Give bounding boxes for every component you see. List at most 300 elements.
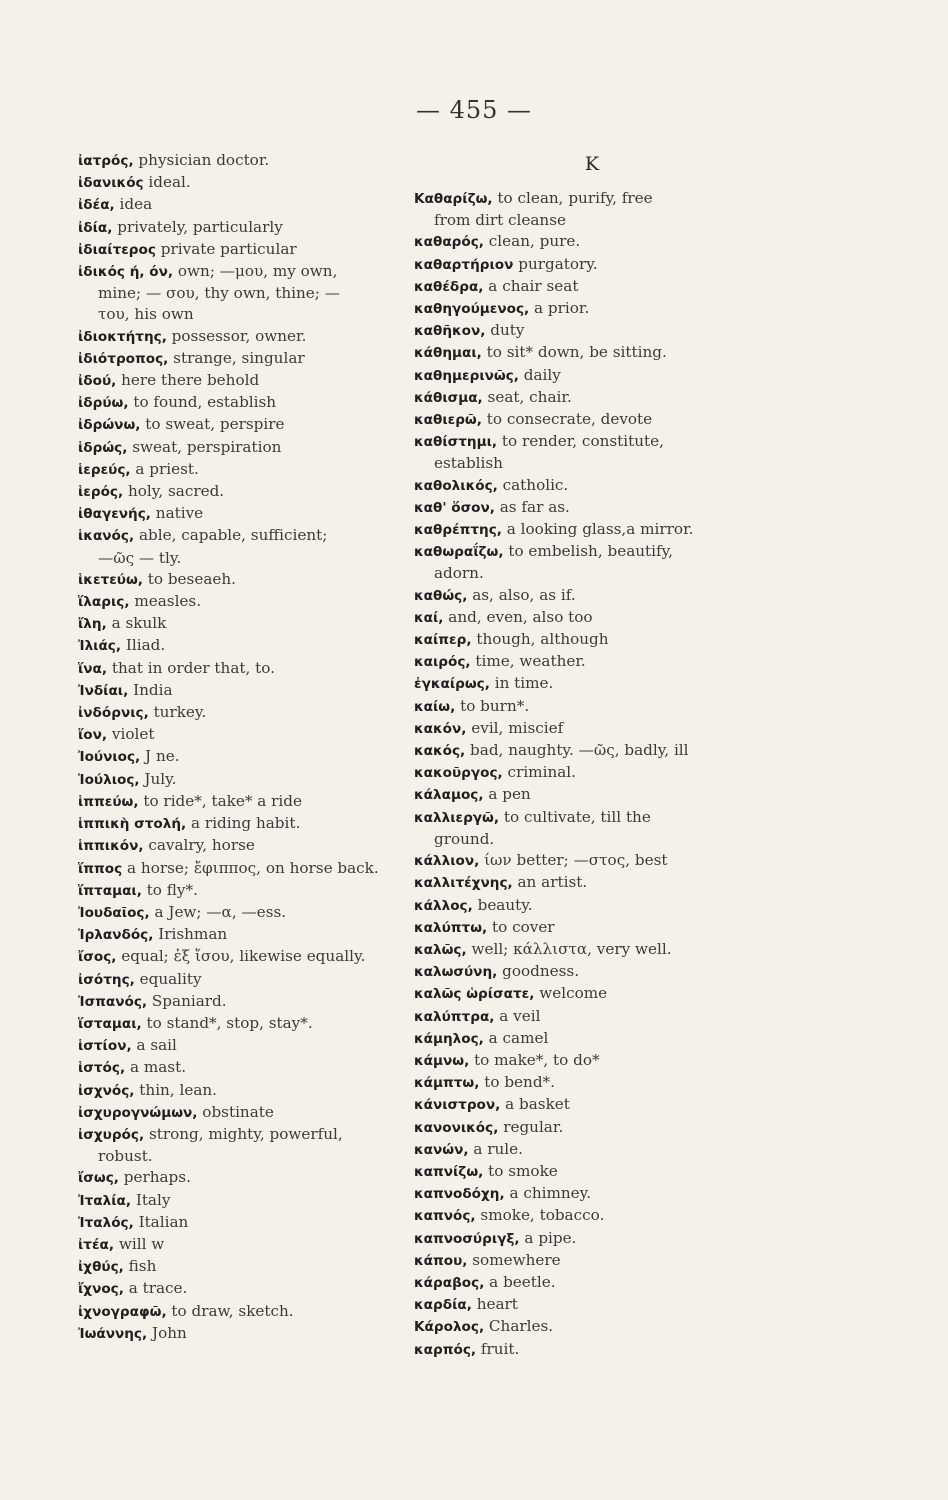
greek-headword: ἴχνος, (78, 1281, 124, 1298)
greek-headword: ἱππεύω, (78, 793, 139, 810)
english-definition: a riding habit. (186, 814, 301, 833)
english-definition: bad, naughty. —ῶς, badly, ill (465, 741, 689, 760)
dictionary-entry (414, 475, 770, 497)
dictionary-entry (414, 718, 770, 740)
dictionary-entry (414, 807, 770, 829)
right-column-entries (414, 188, 770, 1361)
dictionary-entry (78, 1124, 408, 1146)
english-definition: July. (139, 769, 177, 788)
english-definition: a priest. (130, 459, 199, 478)
greek-headword: καθιερῶ, (414, 412, 482, 429)
english-definition: in time. (489, 674, 554, 693)
greek-headword: κακοῦργος, (414, 765, 503, 782)
dictionary-entry (414, 1139, 770, 1161)
greek-headword: ἱδρώς, (78, 439, 128, 456)
english-definition: Italian (133, 1212, 189, 1231)
dictionary-entry (78, 1234, 408, 1256)
english-definition: Irishman (153, 925, 228, 944)
greek-headword: Ἰταλός, (78, 1214, 134, 1231)
english-definition: to ride*, take* a ride (138, 791, 302, 810)
english-definition: to render, constitute, (497, 432, 664, 451)
dictionary-entry (78, 194, 408, 216)
dictionary-entry (78, 635, 408, 657)
english-definition: ground. (434, 829, 495, 848)
dictionary-entry (78, 946, 408, 968)
left-column (78, 150, 408, 1345)
dictionary-entry (78, 481, 408, 503)
english-definition: idea (114, 195, 153, 214)
english-definition: Charles. (484, 1317, 554, 1336)
greek-headword: καπνοσύριγξ, (414, 1230, 520, 1247)
dictionary-entry (414, 607, 770, 629)
english-definition: a mast. (125, 1058, 187, 1077)
greek-headword: ἰδρύω, (78, 395, 129, 412)
english-definition: India (128, 680, 173, 699)
dictionary-entry (414, 696, 770, 718)
english-definition: privately, particularly (112, 217, 283, 236)
greek-headword: καλῶς, (414, 941, 467, 958)
english-definition: smoke, tobacco. (475, 1206, 605, 1225)
english-definition: a chair seat (483, 276, 579, 295)
english-definition: a looking glass,a mirror. (501, 520, 694, 539)
english-definition: obstinate (197, 1102, 274, 1121)
greek-headword: καθολικός, (414, 477, 498, 494)
greek-headword: καθρέπτης, (414, 522, 502, 539)
dictionary-entry (78, 813, 408, 835)
greek-headword: κάραβος, (414, 1274, 485, 1291)
dictionary-entry (78, 680, 408, 702)
greek-headword: καθημερινῶς, (414, 367, 519, 384)
english-definition: measles. (129, 592, 202, 611)
dictionary-entry (414, 585, 770, 607)
greek-headword: καλύπτρα, (414, 1008, 495, 1025)
english-definition: holy, sacred. (123, 482, 225, 501)
greek-headword: καπνίζω, (414, 1163, 484, 1180)
english-definition: private particular (155, 239, 297, 258)
greek-headword: ἰτέα, (78, 1236, 115, 1253)
dictionary-entry (78, 503, 408, 525)
english-definition: catholic. (497, 475, 569, 494)
english-definition: well; κάλλιστα, very well. (466, 939, 672, 958)
greek-headword: ἱστίον, (78, 1038, 132, 1055)
dictionary-entry (414, 431, 770, 453)
dictionary-entry-continuation (78, 304, 408, 325)
english-definition: to draw, sketch. (166, 1301, 294, 1320)
dictionary-entry (78, 525, 408, 547)
greek-headword: καθῆκον, (414, 323, 486, 340)
dictionary-entry-continuation (78, 548, 408, 569)
english-definition: ideal. (143, 173, 191, 192)
english-definition: clean, pure. (483, 232, 581, 251)
greek-headword: κανονικός, (414, 1119, 499, 1136)
greek-headword: ἵλαρις, (78, 594, 130, 611)
greek-headword: κάλλος, (414, 897, 473, 914)
greek-headword: Ἰούλιος, (78, 771, 140, 788)
english-definition: a beetle. (484, 1272, 556, 1291)
dictionary-entry (78, 414, 408, 436)
english-definition: strong, mighty, powerful, (144, 1124, 343, 1143)
dictionary-entry (414, 1272, 770, 1294)
english-definition: to burn*. (455, 696, 530, 715)
greek-headword: ἴλη, (78, 616, 107, 633)
english-definition: a skulk (106, 614, 167, 633)
english-definition: welcome (534, 984, 608, 1003)
english-definition: to make*, to do* (469, 1050, 600, 1069)
english-definition: a pen (483, 785, 531, 804)
greek-headword: ἰδρώνω, (78, 417, 141, 434)
english-definition: a basket (500, 1095, 570, 1114)
dictionary-entry (78, 858, 408, 880)
greek-headword: ἰατρός, (78, 153, 134, 169)
english-definition: robust. (98, 1147, 153, 1166)
english-definition: a rule. (468, 1139, 523, 1158)
dictionary-entry (78, 1212, 408, 1234)
dictionary-entry (78, 969, 408, 991)
dictionary-entry (78, 880, 408, 902)
english-definition: native (150, 504, 204, 523)
greek-headword: ἰδέα, (78, 197, 115, 214)
english-definition: here there behold (116, 371, 260, 390)
greek-headword: ἐγκαίρως, (414, 676, 490, 693)
greek-headword: καθ' ὅσον, (414, 499, 495, 516)
english-definition: as far as. (494, 497, 570, 516)
greek-headword: ἰσότης, (78, 971, 135, 988)
english-definition: beauty. (472, 895, 533, 914)
english-definition: possessor, owner. (166, 326, 307, 345)
greek-headword: κάλαμος, (414, 787, 484, 804)
greek-headword: κανών, (414, 1141, 469, 1158)
dictionary-entry (78, 217, 408, 239)
greek-headword: καπνοδόχη, (414, 1186, 505, 1203)
greek-headword: καλλιεργῶ, (414, 809, 500, 826)
dictionary-entry (414, 1228, 770, 1250)
english-definition: an artist. (512, 873, 588, 892)
greek-headword: κακός, (414, 743, 466, 760)
right-column (414, 150, 770, 1361)
dictionary-entry (414, 961, 770, 983)
dictionary-entry (78, 437, 408, 459)
english-definition: Iliad. (121, 636, 166, 655)
dictionary-entry (414, 850, 770, 872)
dictionary-entry (414, 231, 770, 253)
english-definition: violet (107, 725, 155, 744)
dictionary-entry (414, 1294, 770, 1316)
dictionary-entry (414, 1006, 770, 1028)
dictionary-entry (78, 613, 408, 635)
greek-headword: ἰδού, (78, 373, 117, 390)
dictionary-entry (414, 320, 770, 342)
greek-headword: καλωσύνη, (414, 964, 498, 981)
dictionary-entry (414, 387, 770, 409)
greek-headword: Κάρολος, (414, 1319, 485, 1336)
dictionary-entry (78, 1167, 408, 1189)
english-definition: to clean, purify, free (492, 189, 653, 207)
dictionary-entry (78, 348, 408, 370)
dictionary-entry (414, 1250, 770, 1272)
english-definition: to found, establish (128, 393, 277, 412)
english-definition: fruit. (476, 1339, 520, 1358)
greek-headword: ἰδιαίτερος (78, 241, 156, 258)
greek-headword: καπνός, (414, 1208, 476, 1225)
dictionary-entry (78, 1057, 408, 1079)
dictionary-entry (414, 1316, 770, 1338)
greek-headword: ἵσταμαι, (78, 1015, 142, 1032)
english-definition: to embelish, beautify, (503, 542, 673, 561)
dictionary-entry (414, 895, 770, 917)
greek-headword: κάνιστρον, (414, 1097, 501, 1114)
english-definition: to smoke (483, 1161, 558, 1180)
greek-headword: καθαρτήριον (414, 256, 514, 273)
english-definition: a sail (131, 1036, 177, 1055)
english-definition: establish (434, 454, 503, 473)
english-definition: heart (471, 1295, 518, 1314)
english-definition: seat, chair. (482, 387, 572, 406)
greek-headword: καί, (414, 609, 444, 626)
dictionary-entry (78, 569, 408, 591)
greek-headword: ἰσχυρός, (78, 1126, 145, 1143)
english-definition: strange, singular (168, 348, 305, 367)
dictionary-entry (414, 740, 770, 762)
english-definition: purgatory. (513, 254, 598, 273)
english-definition: somewhere (467, 1250, 561, 1269)
greek-headword: καθηγούμενος, (414, 301, 530, 318)
dictionary-entry (78, 392, 408, 414)
dictionary-entry (78, 326, 408, 348)
dictionary-entry (414, 276, 770, 298)
greek-headword: Ἰουδαῖος, (78, 904, 150, 921)
greek-headword: κάθημαι, (414, 345, 482, 362)
greek-headword: Ἰλιάς, (78, 638, 122, 655)
greek-headword: καίπερ, (414, 632, 472, 649)
dictionary-entry (78, 239, 408, 261)
dictionary-entry (78, 150, 408, 172)
greek-headword: καθωραΐζω, (414, 544, 504, 561)
greek-headword: κάμπτω, (414, 1075, 480, 1092)
english-definition: that in order that, to. (107, 658, 275, 677)
english-definition: able, capable, sufficient; (134, 526, 328, 545)
dictionary-entry (414, 188, 770, 210)
dictionary-entry (414, 1028, 770, 1050)
greek-headword: ἰδιότροπος, (78, 350, 169, 367)
greek-headword: ἰδικός ή, όν, (78, 264, 174, 281)
english-definition: perhaps. (118, 1168, 191, 1187)
english-definition: evil, miscief (466, 718, 564, 737)
greek-headword: ἰδία, (78, 219, 113, 236)
greek-headword: ἱερεύς, (78, 461, 131, 478)
greek-headword: ἰδιοκτήτης, (78, 328, 167, 345)
english-definition: a prior. (529, 299, 590, 318)
english-definition: though, although (471, 630, 609, 649)
english-definition: equal; ἐξ ἴσου, likewise equally. (116, 947, 366, 966)
greek-headword: ἱππικὴ στολή, (78, 816, 187, 833)
dictionary-entry (414, 1072, 770, 1094)
dictionary-entry (414, 762, 770, 784)
greek-headword: ἱκετεύω, (78, 571, 143, 588)
greek-headword: ἴσος, (78, 949, 117, 966)
dictionary-entry (78, 370, 408, 392)
dictionary-entry (414, 939, 770, 961)
english-definition: to cultivate, till the (499, 807, 651, 826)
greek-headword: ἰδανικός (78, 175, 144, 192)
dictionary-entry (414, 1183, 770, 1205)
greek-headword: καρπός, (414, 1341, 477, 1358)
dictionary-entry (414, 872, 770, 894)
greek-headword: καθώς, (414, 587, 468, 604)
greek-headword: κάθισμα, (414, 389, 483, 406)
greek-headword: ἱππικόν, (78, 838, 144, 855)
dictionary-entry (78, 991, 408, 1013)
greek-headword: ἱστός, (78, 1060, 126, 1077)
dictionary-entry (78, 1190, 408, 1212)
dictionary-entry (414, 541, 770, 563)
english-definition: to cover (487, 917, 555, 936)
dictionary-entry (78, 791, 408, 813)
english-definition: thin, lean. (134, 1080, 217, 1099)
english-definition: and, even, also too (443, 607, 593, 626)
dictionary-entry (78, 902, 408, 924)
dictionary-entry (78, 1278, 408, 1300)
english-definition: goodness. (497, 962, 580, 981)
dictionary-entry (78, 1301, 408, 1323)
dictionary-entry (414, 917, 770, 939)
dictionary-entry (414, 673, 770, 695)
greek-headword: καθέδρα, (414, 278, 484, 295)
dictionary-entry (78, 1035, 408, 1057)
greek-headword: ἵππος (78, 860, 123, 877)
greek-headword: κάλλιον, (414, 853, 480, 870)
greek-headword: ἰχθύς, (78, 1259, 124, 1276)
english-definition: own; —μου, my own, (173, 262, 338, 281)
dictionary-entry (78, 924, 408, 946)
greek-headword: Καθαρίζω, (414, 191, 493, 207)
dictionary-entry (414, 1094, 770, 1116)
dictionary-entry-continuation (414, 210, 770, 231)
dictionary-entry (414, 519, 770, 541)
greek-headword: Ἰσπανός, (78, 993, 148, 1010)
greek-headword: Ἰνδίαι, (78, 682, 129, 699)
dictionary-entry-continuation (78, 283, 408, 304)
dictionary-entry (78, 702, 408, 724)
greek-headword: καθαρός, (414, 234, 484, 251)
greek-headword: κακόν, (414, 720, 467, 737)
english-definition: —ῶς — tly. (98, 548, 182, 567)
english-definition: Italy (131, 1190, 171, 1209)
english-definition: του, his own (98, 305, 194, 324)
english-definition: a horse; ἔφιππος, on horse back. (122, 858, 379, 877)
dictionary-entry (78, 1102, 408, 1124)
english-definition: duty (485, 321, 525, 340)
greek-headword: ἴσως, (78, 1170, 119, 1187)
english-definition: physician doctor. (133, 151, 270, 169)
dictionary-entry (78, 172, 408, 194)
english-definition: to beseaeh. (142, 569, 236, 588)
dictionary-entry-continuation (414, 563, 770, 584)
english-definition: to sit* down, be sitting. (481, 343, 667, 362)
greek-headword: κάμηλος, (414, 1030, 484, 1047)
dictionary-entry (78, 261, 408, 283)
english-definition: to consecrate, devote (481, 410, 653, 429)
greek-headword: ἰσχνός, (78, 1082, 135, 1099)
dictionary-entry (414, 409, 770, 431)
dictionary-entry (414, 983, 770, 1005)
english-definition: from dirt cleanse (434, 211, 566, 230)
english-definition: turkey. (148, 703, 207, 722)
dictionary-entry (414, 1205, 770, 1227)
dictionary-entry (414, 1050, 770, 1072)
greek-headword: Ἰταλία, (78, 1192, 131, 1209)
english-definition: mine; — σου, thy own, thine; — (98, 284, 340, 303)
english-definition: criminal. (502, 763, 576, 782)
dictionary-entry (78, 1013, 408, 1035)
page-number: — 455 — (415, 96, 533, 124)
greek-headword: ἱερός, (78, 484, 124, 501)
english-definition: as, also, as if. (467, 585, 576, 604)
english-definition: a veil (494, 1006, 541, 1025)
english-definition: John (147, 1323, 187, 1342)
english-definition: a Jew; —α, —ess. (149, 902, 287, 921)
greek-headword: καλῶς ὡρίσατε, (414, 986, 535, 1003)
greek-headword: Ἰούνιος, (78, 749, 141, 766)
dictionary-entry (78, 1080, 408, 1102)
greek-headword: ἰνδόρνις, (78, 705, 149, 722)
dictionary-entry (78, 724, 408, 746)
english-definition: cavalry, horse (143, 836, 255, 855)
english-definition: ίων better; —στος, best (479, 851, 668, 870)
dictionary-entry (78, 769, 408, 791)
greek-headword: ἵπταμαι, (78, 882, 142, 899)
english-definition: time, weather. (470, 652, 586, 671)
greek-headword: ἰσχυρογνώμων, (78, 1104, 198, 1121)
english-definition: to stand*, stop, stay*. (141, 1013, 313, 1032)
dictionary-entry (78, 835, 408, 857)
dictionary-entry (78, 1323, 408, 1345)
greek-headword: Ἰωάννης, (78, 1325, 148, 1342)
english-definition: will w (114, 1234, 165, 1253)
greek-headword: καιρός, (414, 654, 471, 671)
dictionary-entry (414, 1117, 770, 1139)
greek-headword: καίω, (414, 698, 456, 715)
dictionary-entry (414, 1339, 770, 1361)
dictionary-entry (414, 629, 770, 651)
greek-headword: καλύπτω, (414, 919, 488, 936)
english-definition: a camel (483, 1028, 549, 1047)
english-definition: Spaniard. (147, 991, 227, 1010)
english-definition: J ne. (140, 747, 180, 766)
dictionary-entry-continuation (414, 453, 770, 474)
dictionary-entry (414, 784, 770, 806)
greek-headword: καθίστημι, (414, 434, 498, 451)
section-letter: K (584, 153, 600, 175)
dictionary-entry (414, 497, 770, 519)
english-definition: fish (123, 1257, 157, 1276)
greek-headword: κάμνω, (414, 1052, 470, 1069)
greek-headword: ἰθαγενής, (78, 506, 151, 523)
dictionary-entry (78, 459, 408, 481)
dictionary-entry (78, 658, 408, 680)
english-definition: sweat, perspiration (127, 437, 282, 456)
greek-headword: κάπου, (414, 1252, 468, 1269)
english-definition: a chimney. (504, 1184, 592, 1203)
dictionary-entry (414, 1161, 770, 1183)
english-definition: to sweat, perspire (140, 415, 285, 434)
dictionary-entry (414, 254, 770, 276)
english-definition: daily (518, 365, 561, 384)
dictionary-entry-continuation (78, 1146, 408, 1167)
english-definition: to bend*. (479, 1073, 555, 1092)
english-definition: a trace. (123, 1279, 188, 1298)
dictionary-entry (78, 746, 408, 768)
greek-headword: καλλιτέχνης, (414, 875, 513, 892)
